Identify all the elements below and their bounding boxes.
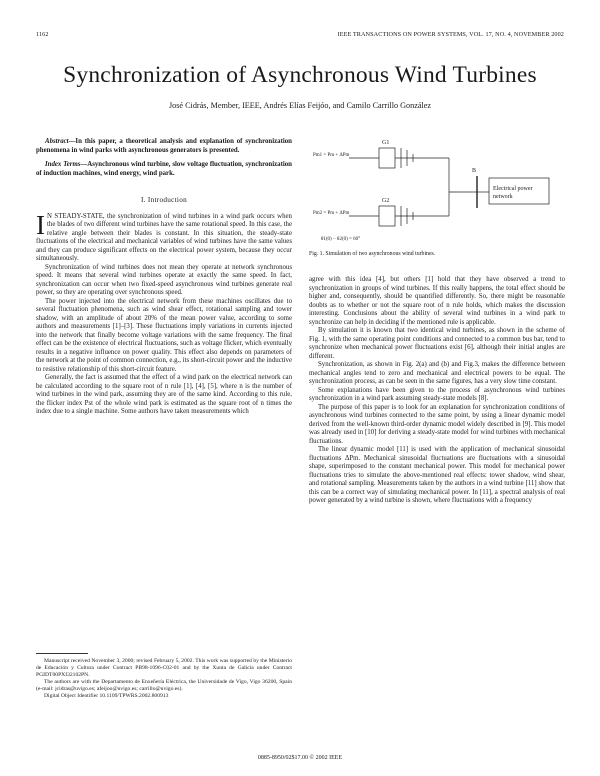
figure-1-schematic [309, 128, 565, 256]
intro-paragraph-1: I N STEADY-STATE, the synchronization of wind turbines in a wind park occurs when the blades of two different wind turbines have the same rotational speed. In this case, the relative angle between their blades is constant. In this situation, the steady-state fluctuations of the electrical and mechanical variables of wind turbines have the same values and they can produce significant effects on the electrical power system, because they occur simultaneously. [36, 209, 292, 262]
right-paragraph-5: The purpose of this paper is to look for an explanation for synchronization conditions of asynchronous wind turbines connected to the same point, by using a linear dynamic model derived from the well-known third-order dynamic model widely described in [9]. This model was already used in [10] for deriving a steady-state model for wind turbines with mechanical fluctuations. [309, 403, 565, 445]
right-paragraph-2: By simulation it is known that two identical wind turbines, as shown in the scheme of Fig. 1, with the same operating point conditions and connected to a common bus bar, tend to synchronize when mechanical power fluctuations exist [6], although their initial angles are different. [309, 327, 565, 360]
running-header: IEEE TRANSACTIONS ON POWER SYSTEMS, VOL. 17, NO. 4, NOVEMBER 2002 [337, 31, 564, 38]
intro-paragraph-2: Synchronization of wind turbines does not mean they operate at network synchronous speed. It means that several wind turbines operate at exactly the same speed. In fact, synchronization can occur when two fixed-speed asynchronous wind turbines generate real power, so they are operating over synchronous speed. [36, 263, 292, 296]
footnote-rule [36, 653, 88, 654]
intro-paragraph-3: The power injected into the electrical network from these machines oscillates due to several fluctuation phenomena, such as wind shear effect, rotational sampling and tower shadow, with an amplitude of about 20% of the mean power value, according to some authors and measurements [1]–[3]. These fluctuations imply variations in currents injected into the network that finally become voltage variations with the same frequency. The final effect can be the existence of electrical fluctuations, such as voltage flicker, which eventually results in a negative influence on power quality. This effect also depends on parameters of the network at the point of common connection, e.g., its short-circuit power and the inductive to resistive relationship of this short-circuit feature. [36, 297, 292, 373]
authors: José Cidrás, Member, IEEE, Andrés Elías Feijóo, and Camilo Carrillo González [168, 101, 432, 110]
abstract: Abstract—In this paper, a theoretical analysis and explanation of synchronization phenomena in wind parks with asynchronous generators is presented. [36, 138, 292, 154]
fig-box-label-1: Electrical power [493, 186, 533, 192]
page-number: 1162 [36, 31, 49, 38]
fig-bus: B [472, 168, 477, 174]
drop-cap: I [36, 209, 45, 240]
fig-pm1: Pm1 = Pm + ΔPm [313, 153, 350, 158]
fig-g1: G1 [382, 140, 390, 146]
fig-pm2: Pm2 = Pm + ΔPm [313, 211, 350, 216]
fig-theta: θ1(0) − θ2(0) = 60° [321, 237, 361, 242]
right-paragraph-1: agree with this idea [4], but others [1] hold that they have observed a trend to synchronization in groups of wind turbines. If this really happens, the total effect should be higher and, consequently, should be quantified differently. So, there might be reasonable doubts as to whether or not the square root of n rule holds, which makes the discussion interesting. Conclusions about the ability of several wind turbines in a wind park to synchronize can help in deciding if the mentioned rule is applicable. [309, 276, 565, 326]
right-paragraph-4: Some explanations have been given to the process of asynchronous wind turbines synchronization in a wind park assuming steady-state models [8]. [309, 386, 565, 402]
footnote-received: Manuscript received November 3, 2000; revised February 5, 2002. This work was supported by the Ministerio de Educación y Cultura under Contract PB98-1096-C02-01 and by the Xunta de Galicia under Contract PGIDT00PXI32102PN. [36, 658, 292, 678]
right-column [309, 276, 565, 506]
right-paragraph-6: The linear dynamic model [11] is used with the application of mechanical sinusoidal fluctuations ΔPm. Mechanical sinusoidal fluctuations are fluctuations with a sinusoidal shape, superimposed to the constant mechanical power. This model for mechanical power fluctuations tries to simulate the above-mentioned real effects: tower shadow, wind shear, and rotational sampling. Measurements taken by the authors in a wind turbine [11] show that this can be a correct way of simulating mechanical power. In [11], a spectral analysis of real power generated by a wind turbine is shown, where fluctuations with a frequency [309, 446, 565, 504]
figure-caption: Fig. 1. Simulation of two asynchronous wind turbines. [309, 251, 436, 257]
right-paragraph-3: Synchronization, as shown in Fig. 2(a) and (b) and Fig.3, makes the difference between mechanical angles tend to zero and mechanical and electrical powers to be equal. The synchronization process, as can be seen in the same figures, has a very slow time constant. [309, 361, 565, 385]
footnotes [36, 658, 292, 699]
fig-box-label-2: network [493, 194, 513, 200]
copyright-line: 0885-8950/02$17.00 © 2002 IEEE [257, 755, 343, 761]
left-column [36, 138, 292, 417]
footnote-affiliation: The authors are with the Departamento de Enxeñería Eléctrica, the Universidade de Vigo, Vigo 36200, Spain (e-mail: jcidras@uvigo.es; afeijoo@uvigo.es; carrillo@uvigo.es). [36, 678, 292, 692]
paper-title: Synchronization of Asynchronous Wind Turbines [63, 62, 537, 88]
section-heading: I. Introduction [140, 196, 188, 204]
footnote-doi: Digital Object Identifier 10.1109/TPWRS.2002.800913 [44, 692, 169, 699]
index-terms: Index Terms—Asynchronous wind turbine, slow voltage fluctuation, synchronization of induction machines, wind energy, wind park. [36, 161, 292, 177]
intro-paragraph-4: Generally, the fact is assumed that the effect of a wind park on the electrical network can be calculated according to the square root of n rule [1], [4], [5], where n is the number of wind turbines in the wind park, assuming they are of the same kind. According to this rule, the flicker index Pst of the whole wind park is estimated as the square root of n times the index due to a single machine. Some authors have taken measurements which [36, 374, 292, 415]
fig-g2: G2 [382, 198, 390, 204]
